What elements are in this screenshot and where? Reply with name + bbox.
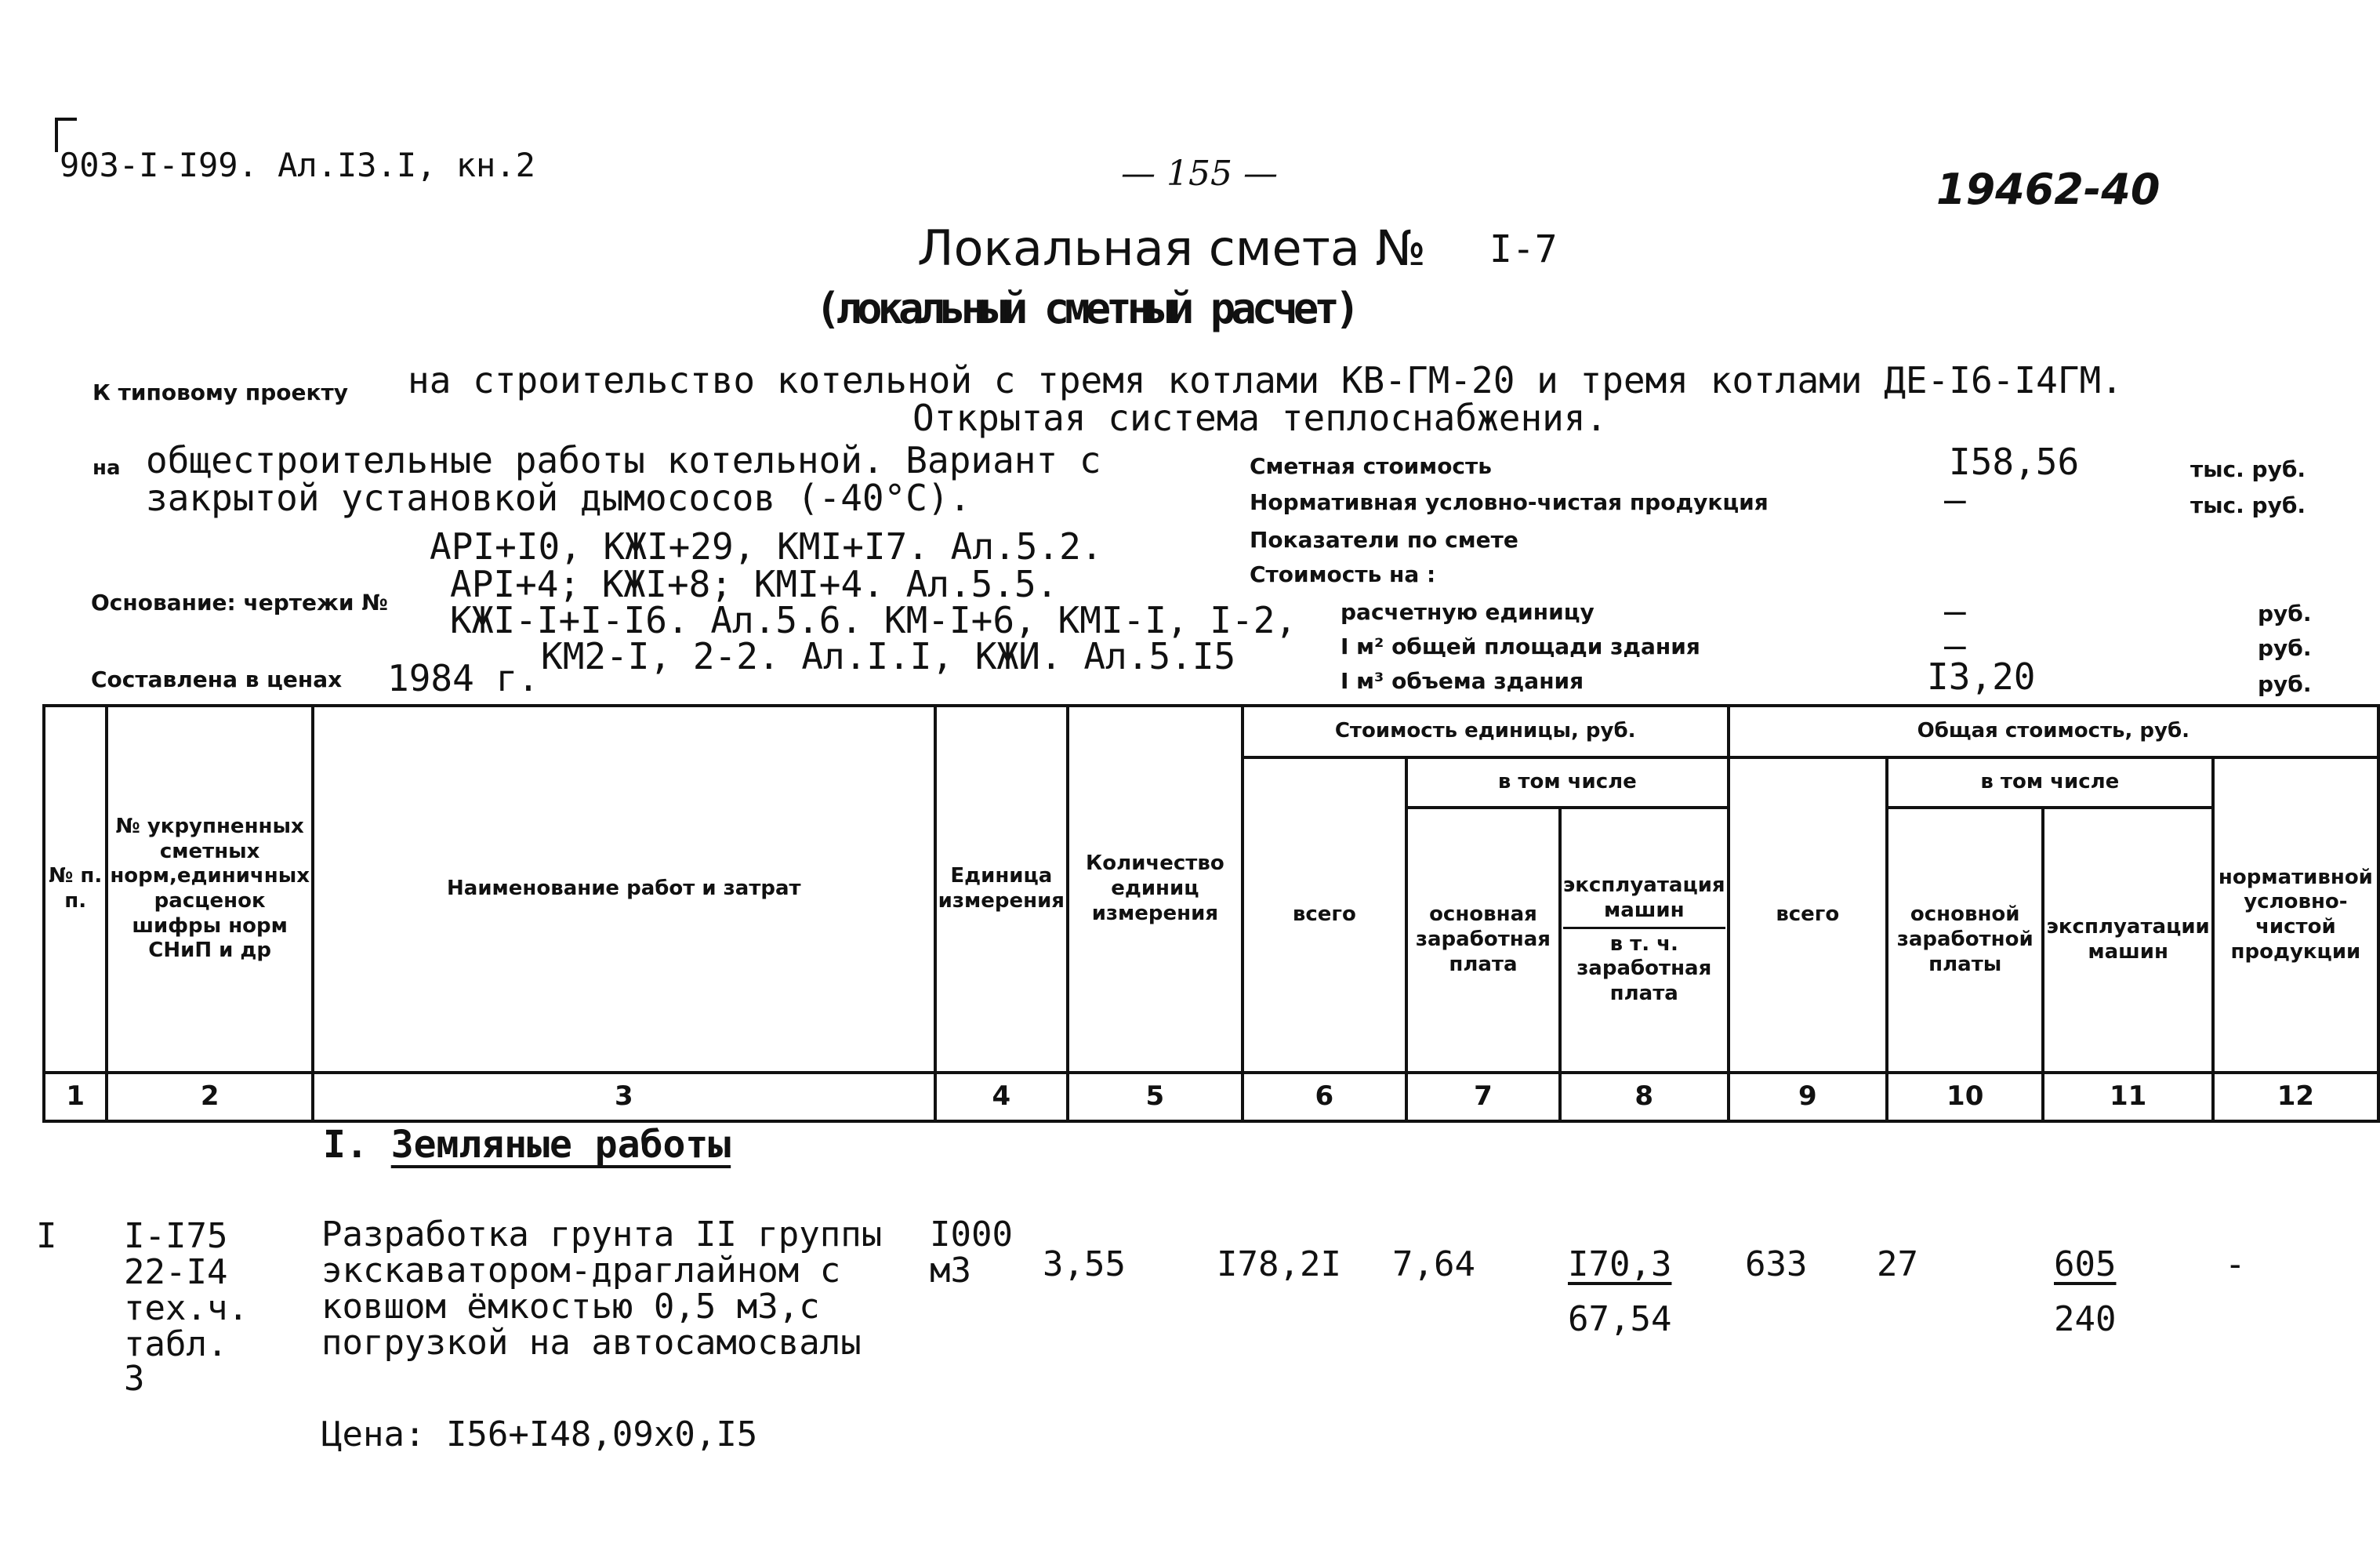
column-number: 7 (1406, 1073, 1560, 1121)
column-number: 11 (2043, 1073, 2212, 1121)
header-machine-use-label: эксплуатация машин (1563, 873, 1725, 928)
per-area-label: I м² общей площади здания (1341, 634, 1700, 659)
column-number: 12 (2213, 1073, 2378, 1121)
header-normative: нормативной условно-чистой продукции (2213, 757, 2378, 1073)
estimate-table (42, 704, 2380, 1123)
price-formula: Цена: I56+I48,09х0,I5 (321, 1414, 758, 1454)
row-code-line: 22-I4 (124, 1252, 228, 1292)
row-code-line: I-I75 (124, 1216, 228, 1256)
compiled-year: 1984 г. (387, 657, 539, 699)
header-num: № п. п. (44, 706, 107, 1073)
row-normative: - (2225, 1244, 2246, 1284)
header-unit-including: в том числе (1406, 757, 1729, 808)
row-unit: I000 м3 (930, 1215, 1013, 1291)
row-code-line: табл. (124, 1324, 228, 1364)
column-number: 10 (1887, 1073, 2044, 1121)
row-description-line: экскаватором-драглайном с (321, 1251, 841, 1291)
drawing-sheet-line: КЖI-I+I-I6. Ал.5.6. КМ-I+6, КМI-I, I-2, (450, 599, 1297, 641)
per-area-unit: руб. (2258, 635, 2312, 661)
section-number: I. (323, 1123, 368, 1167)
estimated-cost-unit: тыс. руб. (2190, 456, 2306, 482)
row-total-machine: 605 (2054, 1244, 2117, 1284)
document-subtitle: (локальный сметный расчет) (815, 284, 1356, 333)
project-text-line-1: на строительство котельной с тремя котлами КВ-ГМ-20 и тремя котлами ДЕ-I6-I4ГМ. (408, 359, 2123, 401)
normative-output-unit: тыс. руб. (2190, 492, 2306, 518)
drawing-sheet-line: АРI+4; КЖI+8; КМI+4. Ал.5.5. (450, 563, 1058, 605)
row-unit-salary: 7,64 (1392, 1244, 1475, 1284)
per-area-value: – (1944, 624, 1966, 666)
header-total-group: Общая стоимость, руб. (1729, 706, 2378, 757)
column-number: 6 (1243, 1073, 1406, 1121)
header-unit-cost-group: Стоимость единицы, руб. (1243, 706, 1729, 757)
column-number: 4 (935, 1073, 1068, 1121)
drawing-sheet-line: АРI+I0, КЖI+29, КМI+I7. Ал.5.2. (430, 525, 1103, 568)
section-name: Земляные работы (390, 1123, 731, 1167)
column-number: 3 (313, 1073, 935, 1121)
project-text-line-2: Открытая система теплоснабжения. (912, 397, 1608, 439)
header-machine-use-total: эксплуатации машин (2043, 808, 2212, 1073)
row-code-line: тех.ч. (124, 1288, 249, 1328)
header-machine-salary-label: в т. ч. заработная плата (1576, 931, 1712, 1006)
header-unit: Единица измерения (935, 706, 1068, 1073)
estimated-cost-value: I58,56 (1949, 441, 2080, 483)
column-number: 1 (44, 1073, 107, 1121)
document-number: I-7 (1489, 227, 1558, 271)
row-code-line: 3 (124, 1359, 145, 1399)
row-description-line: Разработка грунта II группы (321, 1215, 883, 1255)
project-label: К типовому проекту (93, 379, 349, 405)
per-unit-unit: руб. (2258, 601, 2312, 626)
drawing-sheet-line: КМ2-I, 2-2. Ал.I.I, КЖИ. Ал.5.I5 (541, 635, 1236, 677)
document-code: 903-I-I99. Ал.I3.I, кн.2 (60, 146, 535, 184)
stamp-number: 19462-40 (1936, 165, 2161, 214)
compiled-label: Составлена в ценах (91, 666, 343, 692)
row-total: 633 (1745, 1244, 1808, 1284)
column-number: 9 (1729, 1073, 1887, 1121)
header-code: № укрупненных сметных норм,единичных расценок шифры норм СНиП и др (107, 706, 313, 1073)
indicators-label: Показатели по смете (1250, 527, 1518, 553)
row-unit-machine: I70,3 (1568, 1244, 1672, 1284)
column-number: 5 (1068, 1073, 1243, 1121)
header-qty: Количество единиц измерения (1068, 706, 1243, 1073)
work-text-line-2: закрытой установкой дымососов (-40°С). (146, 477, 971, 519)
row-unit-total: I78,2I (1217, 1244, 1341, 1284)
row-description-line: ковшом ёмкостью 0,5 м3,с (321, 1287, 820, 1327)
header-name: Наименование работ и затрат (313, 706, 935, 1073)
basis-label: Основание: чертежи № (91, 590, 388, 615)
header-machine-use (1560, 808, 1729, 1073)
header-base-salary-total: основной заработной платы (1887, 808, 2044, 1073)
page-number: — 155 — (1121, 154, 1278, 194)
column-number: 8 (1560, 1073, 1729, 1121)
column-number: 2 (107, 1073, 313, 1121)
row-total-machine-salary: 240 (2054, 1299, 2117, 1339)
row-index: I (36, 1216, 57, 1256)
work-text-line-1: общестроительные работы котельной. Вариант с (146, 439, 1101, 481)
row-total-salary: 27 (1877, 1244, 1918, 1284)
normative-output-label: Нормативная условно-чистая продукция (1250, 489, 1769, 515)
document-title: Локальная смета № (917, 220, 1427, 277)
per-volume-unit: руб. (2258, 671, 2312, 697)
section-title (323, 1123, 731, 1167)
row-description-line: погрузкой на автосамосвалы (321, 1323, 862, 1363)
header-base-salary: основная заработная плата (1406, 808, 1560, 1073)
normative-output-value: – (1944, 478, 1966, 521)
per-unit-label: расчетную единицу (1341, 599, 1595, 625)
per-volume-value: I3,20 (1927, 655, 2036, 698)
per-volume-label: I м³ объема здания (1341, 668, 1584, 694)
work-label: на (93, 456, 121, 480)
cost-per-label: Стоимость на : (1250, 561, 1436, 587)
per-unit-value: – (1944, 590, 1966, 632)
header-total-all: всего (1729, 757, 1887, 1073)
header-unit-all: всего (1243, 757, 1406, 1073)
header-total-including: в том числе (1887, 757, 2213, 808)
row-quantity: 3,55 (1043, 1244, 1126, 1284)
row-unit-machine-salary: 67,54 (1568, 1299, 1672, 1339)
estimated-cost-label: Сметная стоимость (1250, 453, 1492, 479)
